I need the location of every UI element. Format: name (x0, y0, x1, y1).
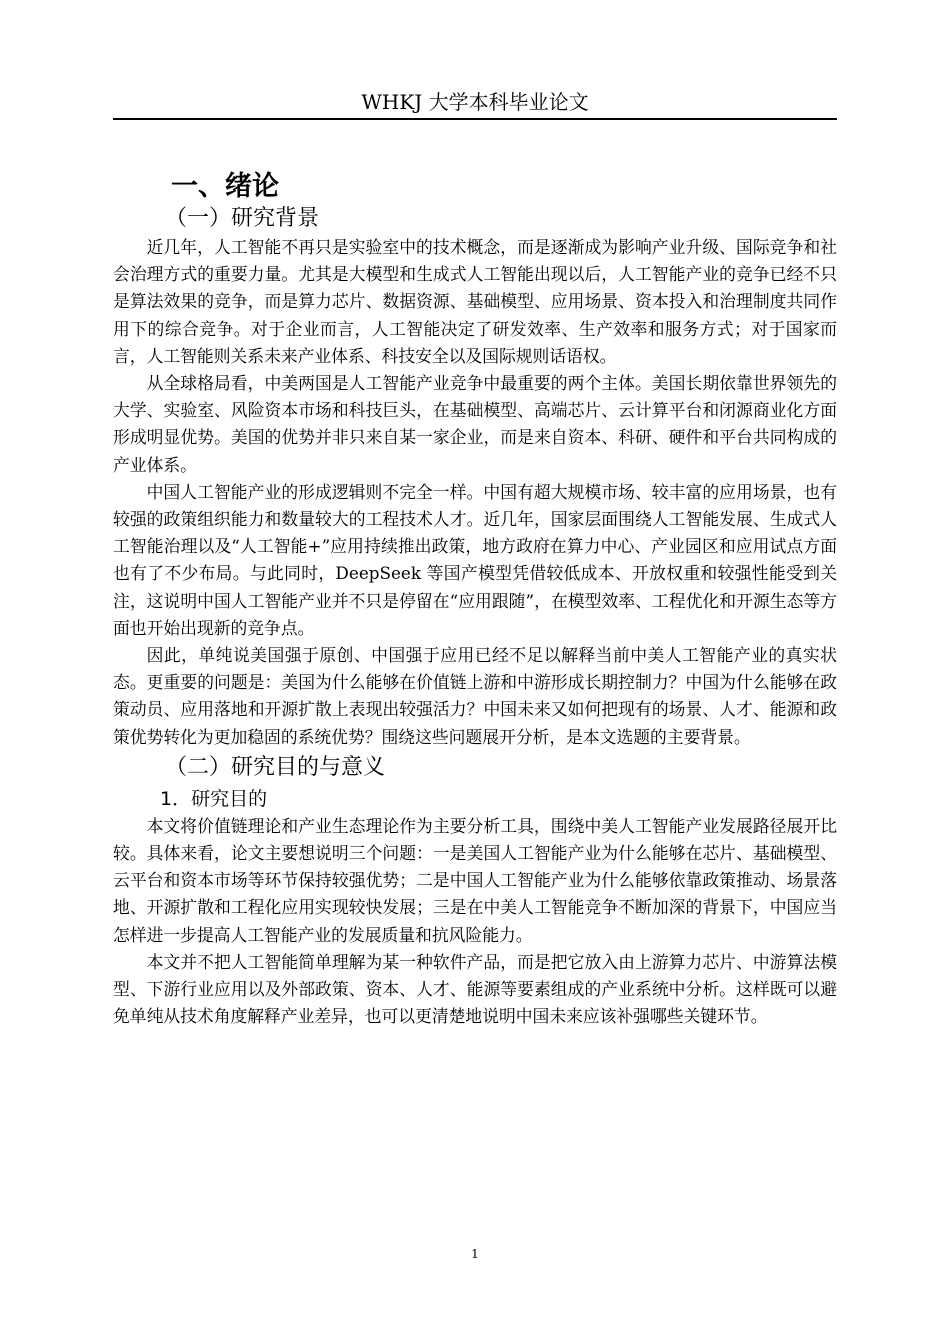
body-paragraph: 本文将价值链理论和产业生态理论作为主要分析工具，围绕中美人工智能产业发展路径展开比较。具体来看，论文主要想说明三个问题：一是美国人工智能产业为什么能够在芯片、基础模型、云平台和资本市场等环节保持较强优势；二是中国人工智能产业为什么能够依靠政策推动、场景落地、开源扩散和工程化应用实现较快发展；三是在中美人工智能竞争不断加深的背景下，中国应当怎样进一步提高人工智能产业的发展质量和抗风险能力。 (113, 815, 837, 945)
body-paragraph: 中国人工智能产业的形成逻辑则不完全一样。中国有超大规模市场、较丰富的应用场景，也有较强的政策组织能力和数量较大的工程技术人才。近几年，国家层面围绕人工智能发展、生成式人工智能治理以及“人工智能+”应用持续推出政策，地方政府在算力中心、产业园区和应用试点方面也有了不少布局。与此同时，DeepSeek 等国产模型凭借较低成本、开放权重和较强性能受到关注，这说明中国人工智能产业并不只是停留在“应用跟随”，在模型效率、工程优化和开源生态等方面也开始出现新的竞争点。 (113, 481, 837, 638)
body-paragraph: 从全球格局看，中美两国是人工智能产业竞争中最重要的两个主体。美国长期依靠世界领先的大学、实验室、风险资本市场和科技巨头，在基础模型、高端芯片、云计算平台和闭源商业化方面形成明显优势。美国的优势并非只来自某一家企业，而是来自资本、科研、硬件和平台共同构成的产业体系。 (113, 373, 837, 475)
subsection-title-purpose: 1．研究目的 (160, 787, 268, 810)
page-number: 1 (471, 1247, 479, 1261)
section-title-purpose: （二）研究目的与意义 (165, 754, 386, 780)
page-content (113, 168, 837, 1030)
body-paragraph: 本文并不把人工智能简单理解为某一种软件产品，而是把它放入由上游算力芯片、中游算法模型、下游行业应用以及外部政策、资本、人才、能源等要素组成的产业系统中分析。这样既可以避免单纯从技术角度解释产业差异，也可以更清楚地说明中国未来应该补强哪些关键环节。 (113, 951, 837, 1027)
body-paragraph: 近几年，人工智能不再只是实验室中的技术概念，而是逐渐成为影响产业升级、国际竞争和社会治理方式的重要力量。尤其是大模型和生成式人工智能出现以后，人工智能产业的竞争已经不只是算法效果的竞争，而是算力芯片、数据资源、基础模型、应用场景、资本投入和治理制度共同作用下的综合竞争。对于企业而言，人工智能决定了研发效率、生产效率和服务方式；对于国家而言，人工智能则关系未来产业体系、科技安全以及国际规则话语权。 (113, 237, 837, 366)
body-paragraph: 因此，单纯说美国强于原创、中国强于应用已经不足以解释当前中美人工智能产业的真实状态。更重要的问题是：美国为什么能够在价值链上游和中游形成长期控制力？中国为什么能够在政策动员、应用落地和开源扩散上表现出较强活力？中国未来又如何把现有的场景、人才、能源和政策优势转化为更加稳固的系统优势？围绕这些问题展开分析，是本文选题的主要背景。 (113, 645, 837, 747)
section-title-background: （一）研究背景 (165, 206, 320, 231)
chapter-title: 一、绪论 (171, 171, 279, 202)
running-header: WHKJ 大学本科毕业论文 (113, 88, 837, 120)
